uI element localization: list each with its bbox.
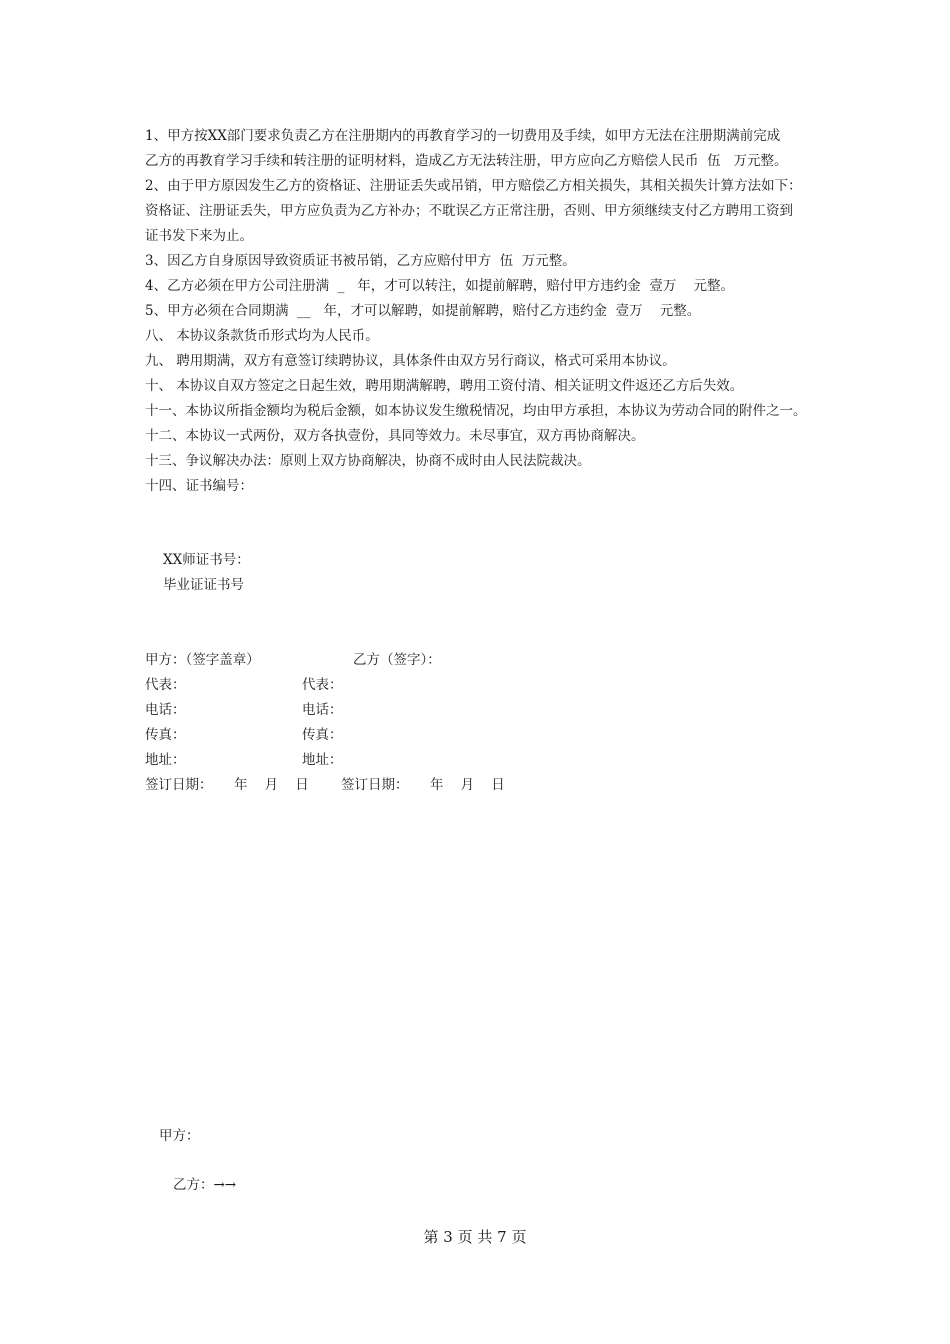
clause-line: 九、 聘用期满，双方有意签订续聘协议，具体条件由双方另行商议，格式可采用本协议。 [145,353,676,369]
graduation-certificate-label: 毕业证证书号 [163,577,244,593]
clause-line: 乙方的再教育学习手续和转注册的证明材料，造成乙方无法转注册，甲方应向乙方赔偿人民币 伍 万元整。 [145,153,788,169]
party-b-signature-header: 乙方（签字）： [353,652,441,668]
footer-party-a: 甲方： [159,1128,200,1144]
clause-line: 十三、争议解决办法：原则上双方协商解决，协商不成时由人民法院裁决。 [145,453,591,469]
agreement-clauses [145,124,813,499]
clause-line: 十、 本协议自双方签定之日起生效，聘用期满解聘，聘用工资付清、相关证明文件返还乙方后失效。 [145,378,744,394]
party-b-representative: 代表： [302,677,343,693]
party-a-fax: 传真： [145,727,186,743]
clause-line: 3、因乙方自身原因导致资质证书被吊销，乙方应赔付甲方 伍 万元整。 [145,253,576,269]
party-b-sign-date: 签订日期： 年 月 日 [341,777,505,793]
clause-line: 4、乙方必须在甲方公司注册满 _ 年，才可以转注，如提前解聘，赔付甲方违约金 壹万 元整。 [145,278,735,294]
clause-line: 1、甲方按XX部门要求负责乙方在注册期内的再教育学习的一切费用及手续，如甲方无法在注册期满前完成 [145,128,781,144]
clause-line: 十二、本协议一式两份，双方各执壹份，具同等效力。未尽事宜，双方再协商解决。 [145,428,645,444]
xx-certificate-label: XX师证书号： [163,552,250,568]
party-b-address: 地址： [302,752,343,768]
party-b-fax: 传真： [302,727,343,743]
clause-line: 资格证、注册证丢失，甲方应负责为乙方补办；不耽误乙方正常注册，否则、甲方须继续支付乙方聘用工资到 [145,203,793,219]
clause-line: 5、甲方必须在合同期满 __ 年，才可以解聘，如提前解聘，赔付乙方违约金 壹万 元整。 [145,303,701,319]
party-a-representative: 代表： [145,677,186,693]
clause-line: 八、 本协议条款货币形式均为人民币。 [145,328,379,344]
party-a-sign-date: 签订日期： 年 月 日 [145,777,309,793]
certificate-numbers [163,548,250,598]
party-b-phone: 电话： [302,702,343,718]
party-a-signature-header: 甲方：（签字盖章） [145,652,260,668]
clause-line: 2、由于甲方原因发生乙方的资格证、注册证丢失或吊销，甲方赔偿乙方相关损失，其相关损失计算方法如下： [145,178,802,194]
footer-party-b: 乙方：→→ [173,1177,237,1193]
party-a-address: 地址： [145,752,186,768]
party-a-phone: 电话： [145,702,186,718]
page-number: 第 3 页 共 7 页 [423,1228,527,1246]
clause-line: 证书发下来为止。 [145,228,253,244]
clause-line: 十四、证书编号： [145,478,253,494]
clause-line: 十一、本协议所指金额均为税后金额，如本协议发生缴税情况，均由甲方承担，本协议为劳动合同的附件之一。 [145,403,807,419]
